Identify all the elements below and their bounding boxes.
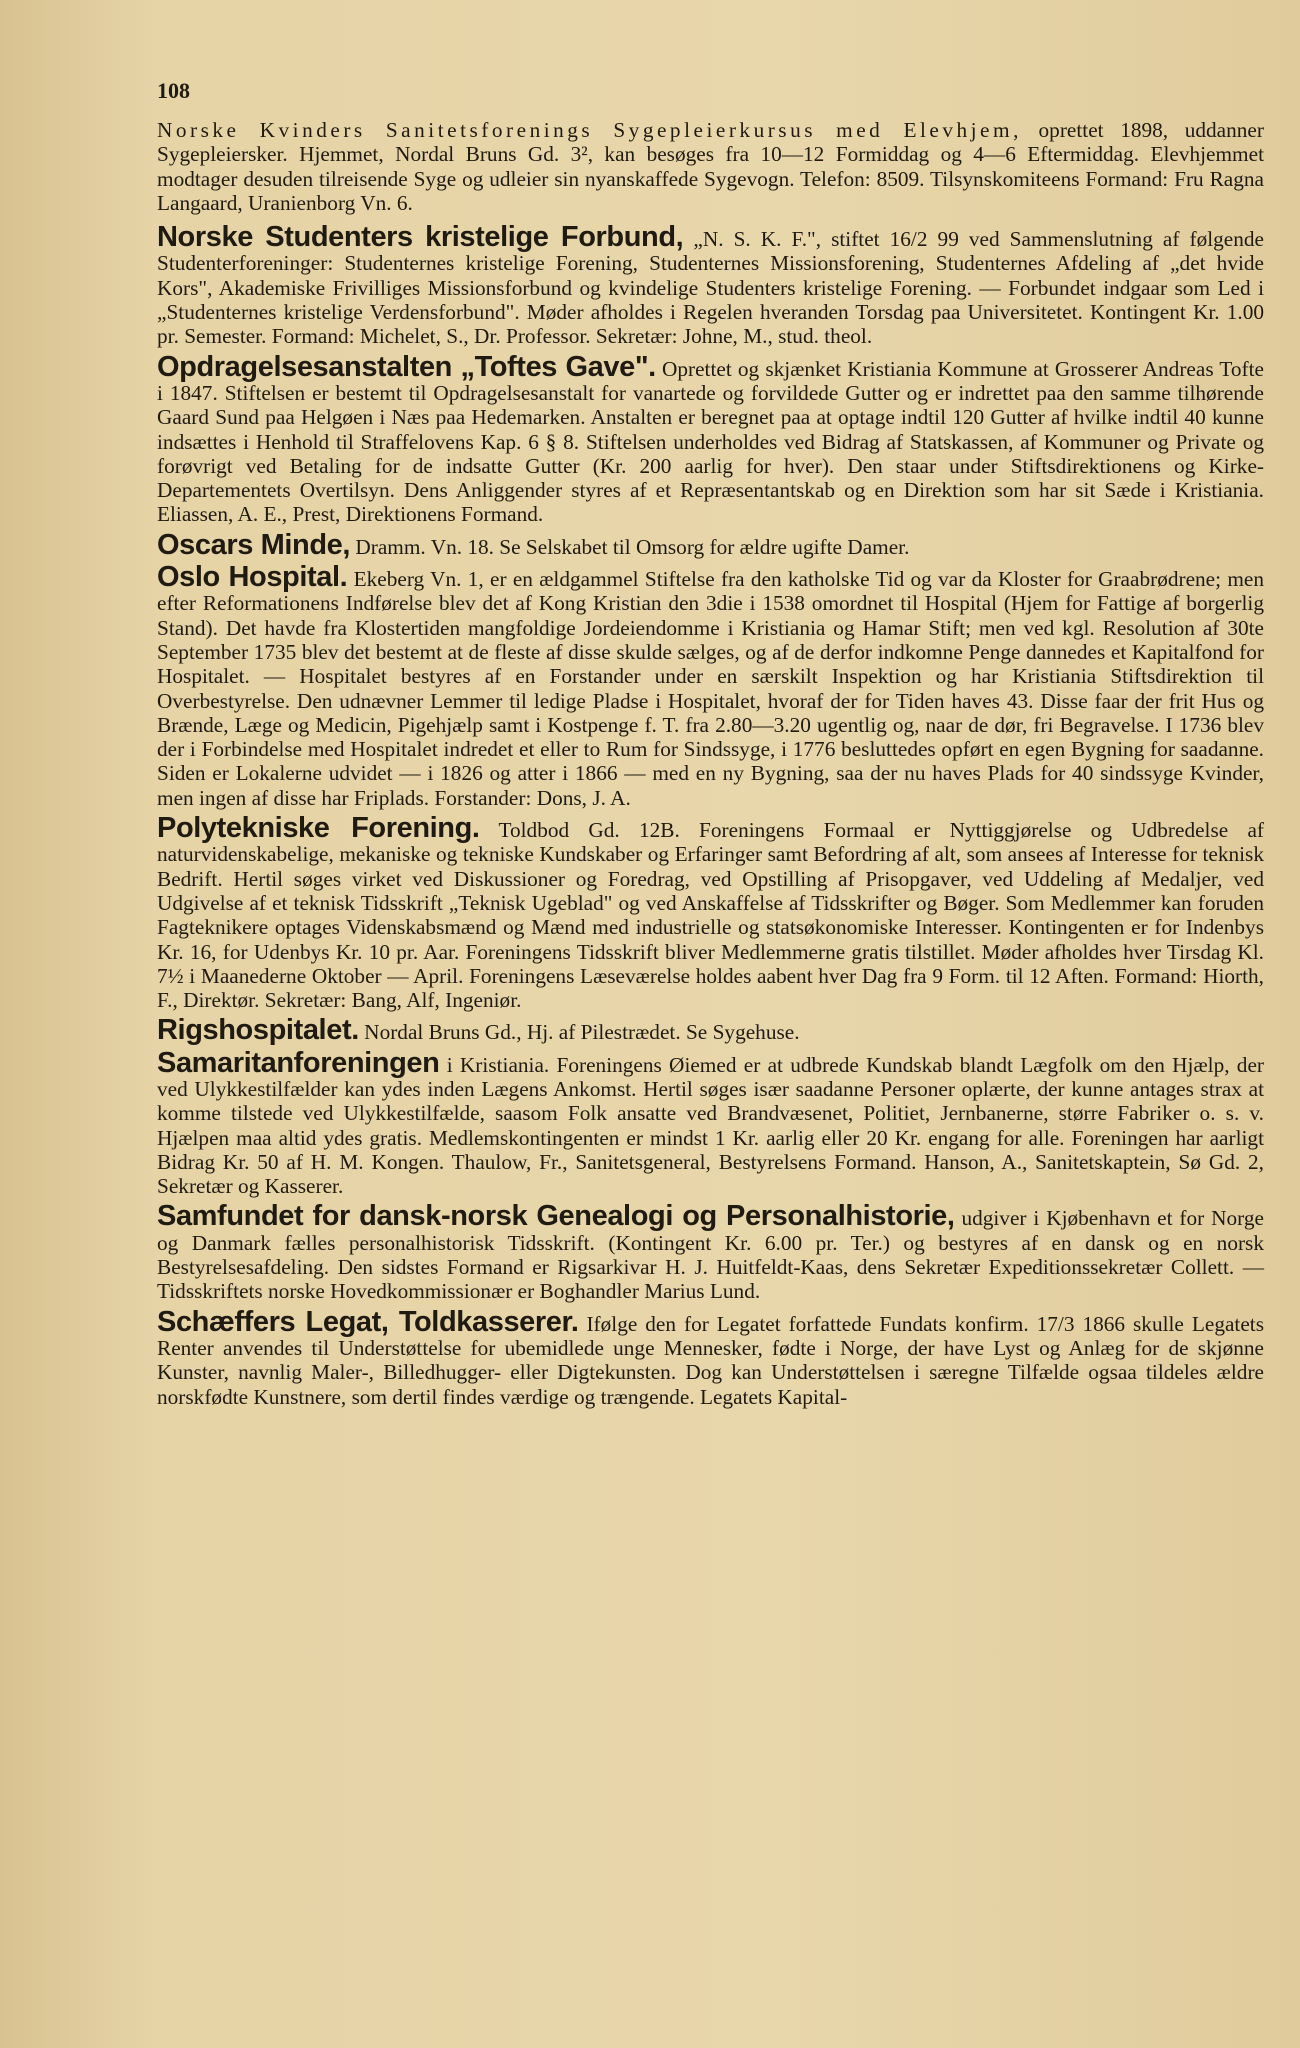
entry-sanitetsforening <box>157 118 1264 215</box>
entry-body: „N. S. K. F.", stiftet 16/2 99 ved Sammenslutning af følgende Studenterforeninger: Studenternes kristelige Forening, Studenternes Missionsforening, Studenternes Afdeling af „det hvide Kors", Akademiske Frivilliges Missionsforbund og kvindelige Studenters kristelige Forening. — Forbundet indgaar som Led i „Studenternes kristelige Verdensforbund". Møder afholdes i Regelen hveranden Torsdag paa Universitetet. Kontingent Kr. 1.00 pr. Semester. Formand: Michelet, S., Dr. Professor. Sekretær: Johne, M., stud. theol. <box>157 227 1264 349</box>
entry-body: udgiver i Kjøbenhavn et for Norge og Danmark fælles personalhistorisk Tidsskrift. (Kontingent Kr. 6.00 pr. Ter.) og bestyres af en dansk og en norsk Bestyrelsesafdeling. Den sidstes Formand er Rigsarkivar H. J. Huitfeldt-Kaas, dens Sekretær Expeditionssekretær Collett. — Tidsskriftets norske Hovedkommissionær er Boghandler Marius Lund. <box>157 1206 1264 1304</box>
entry-heading: Norske Studenters kristelige Forbund, <box>157 221 684 254</box>
entry-heading: Schæffers Legat, Toldkasserer. <box>157 1305 579 1338</box>
entry-oslo-hospital <box>157 561 1264 810</box>
entry-heading: Oslo Hospital. <box>157 561 348 594</box>
entry-schaeffers-legat <box>157 1305 1264 1409</box>
entry-heading: Norske Kvinders Sanitetsforenings Sygepleierkursus med Elevhjem, <box>157 118 1022 142</box>
entry-body: Dramm. Vn. 18. Se Selskabet til Omsorg for ældre ugifte Damer. <box>350 534 910 559</box>
entry-heading: Oscars Minde, <box>157 528 351 561</box>
entry-body: Oprettet og skjænket Kristiania Kommune at Grosserer Andreas Tofte i 1847. Stiftelsen er bestemt til Opdragelsesanstalt for vanartede og forvildede Gutter og er indrettet paa den samme tilhørende Gaard Sund paa Helgøen i Næs paa Hedemarken. Anstalten er beregnet paa at optage indtil 120 Gutter af hvilke indtil 40 kunne indsættes i Henhold til Straffelovens Kap. 6 § 8. Stiftelsen underholdes ved Bidrag af Statskassen, af Kommuner og Private og forøvrigt ved Betaling for de indsatte Gutter (Kr. 200 aarlig for hver). Den staar under Stiftsdirektionens og Kirke-Departementets Overtilsyn. Dens Anliggender styres af et Repræsentantskab og en Direktion som har sit Sæde i Kristiania. Eliassen, A. E., Prest, Direktionens Formand. <box>157 356 1264 527</box>
entry-heading: Samaritanforeningen <box>157 1046 440 1079</box>
entry-rigshospitalet <box>157 1014 1264 1047</box>
entry-heading: Polytekniske Forening. <box>157 812 480 845</box>
entry-toftes-gave <box>157 350 1264 527</box>
entry-body: Nordal Bruns Gd., Hj. af Pilestrædet. Se Sygehuse. <box>358 1020 800 1045</box>
entry-samaritanforeningen <box>157 1046 1264 1199</box>
entry-polytekniske-forening <box>157 812 1264 1013</box>
entry-body: Ifølge den for Legatet forfattede Fundats konfirm. 17/3 1866 skulle Legatets Renter anvendes til Understøttelse for ubemidlede unge Mennesker, fødte i Norge, der have Lyst og Anlæg for de skjønne Kunster, navnlig Maler-, Billedhugger- eller Digtekunsten. Dog kan Understøttelsen i særegne Tilfælde ogsaa tildeles ældre norskfødte Kunstnere, som dertil findes værdige og trængende. Legatets Kapital- <box>157 1311 1264 1409</box>
page-number: 108 <box>157 78 190 103</box>
entry-samfundet-genealogi <box>157 1200 1264 1304</box>
entry-body: Ekeberg Vn. 1, er en ældgammel Stiftelse fra den katholske Tid og var da Kloster for Graabrødrene; men efter Reformationens Indførelse blev det af Kong Kristian den 3die i 1538 omordnet til Hospital (Hjem for Fattige af borgerlig Stand). Det havde fra Klostertiden mangfoldige Jordeiendomme i Kristiania og Hamar Stift; men ved kgl. Resolution af 30te September 1735 blev det bestemt at de fleste af disse skulde sælges, og af de derfor indkomne Penge dannedes et Kapitalfond for Hospitalet. — Hospitalet bestyres af en Forstander under en særskilt Inspektion og har Kristiania Stiftsdirektion til Overbestyrelse. Den udnævner Lemmer til ledige Pladse i Hospitalet, hvoraf der for Tiden haves 43. Disse faar der frit Hus og Brænde, Læge og Medicin, Pigehjælp samt i Kostpenge f. T. fra 2.80—3.20 ugentlig og, naar de dør, fri Begravelse. I 1736 blev der i Forbindelse med Hospitalet indredet et eller to Rum for Sindssyge, i 1776 besluttedes opført en egen Bygning for saadanne. Siden er Lokalerne udvidet — i 1826 og atter i 1866 — med en ny Bygning, saa der nu haves Plads for 40 sindssyge Kvinder, men ingen af disse har Friplads. Forstander: Dons, J. A. <box>157 567 1264 810</box>
entry-heading: Opdragelsesanstalten „Toftes Gave". <box>157 350 656 383</box>
entry-body: i Kristiania. Foreningens Øiemed er at udbrede Kundskab blandt Lægfolk om den Hjælp, der ved Ulykkestilfælder kan ydes inden Lægens Ankomst. Hertil søges især saadanne Personer oplærte, der kunne antages strax at komme tilstede ved Ulykkestilfælde, saasom Folk ansatte ved Brandvæsenet, Politiet, Jernbanerne, større Fabriker o. s. v. Hjælpen maa altid ydes gratis. Medlemskontingenten er mindst 1 Kr. aarlig eller 20 Kr. engang for alle. Foreningen har aarligt Bidrag Kr. 50 af H. M. Kongen. Thaulow, Fr., Sanitetsgeneral, Bestyrelsens Formand. Hanson, A., Sanitetskaptein, Sø Gd. 2, Sekretær og Kasserer. <box>157 1052 1264 1199</box>
entry-heading: Samfundet for dansk-norsk Genealogi og Personalhistorie, <box>157 1200 955 1233</box>
entry-oscars-minde <box>157 528 1264 561</box>
entry-body: Toldbod Gd. 12B. Foreningens Formaal er Nyttiggjørelse og Udbredelse af naturvidenskabelige, mekaniske og tekniske Kundskaber og Erfaringer samt Befordring af alt, som ansees af Interesse for teknisk Bedrift. Hertil søges virket ved Diskussioner og Foredrag, ved Opstilling af Prisopgaver, ved Uddeling af Medaljer, ved Udgivelse af et teknisk Tidsskrift „Teknisk Ugeblad" og ved Anskaffelse af Tidsskrifter og Bøger. Som Medlemmer kan foruden Fagteknikere optages Videnskabsmænd og Mænd med industrielle og statsøkonomiske Interesser. Kontingenten er for Indenbys Kr. 16, for Udenbys Kr. 10 pr. Aar. Foreningens Tidsskrift bliver Medlemmerne gratis tilstillet. Møder afholdes hver Tirsdag Kl. 7½ i Maanederne Oktober — April. Foreningens Læseværelse holdes aabent hver Dag fra 9 Form. til 12 Aften. Formand: Hiorth, F., Direktør. Sekretær: Bang, Alf, Ingeniør. <box>157 818 1264 1013</box>
entry-body: oprettet 1898, uddanner Sygepleiersker. Hjemmet, Nordal Bruns Gd. 3², kan besøges fra 10—12 Formiddag og 4—6 Eftermiddag. Elevhjemmet modtager desuden tilreisende Syge og udleier sin nyanskaffede Sygevogn. Telefon: 8509. Tilsynskomiteens Formand: Fru Ragna Langaard, Uranienborg Vn. 6. <box>157 118 1264 215</box>
entry-heading: Rigshospitalet. <box>157 1014 359 1047</box>
entry-studenters-forbund <box>157 221 1264 349</box>
